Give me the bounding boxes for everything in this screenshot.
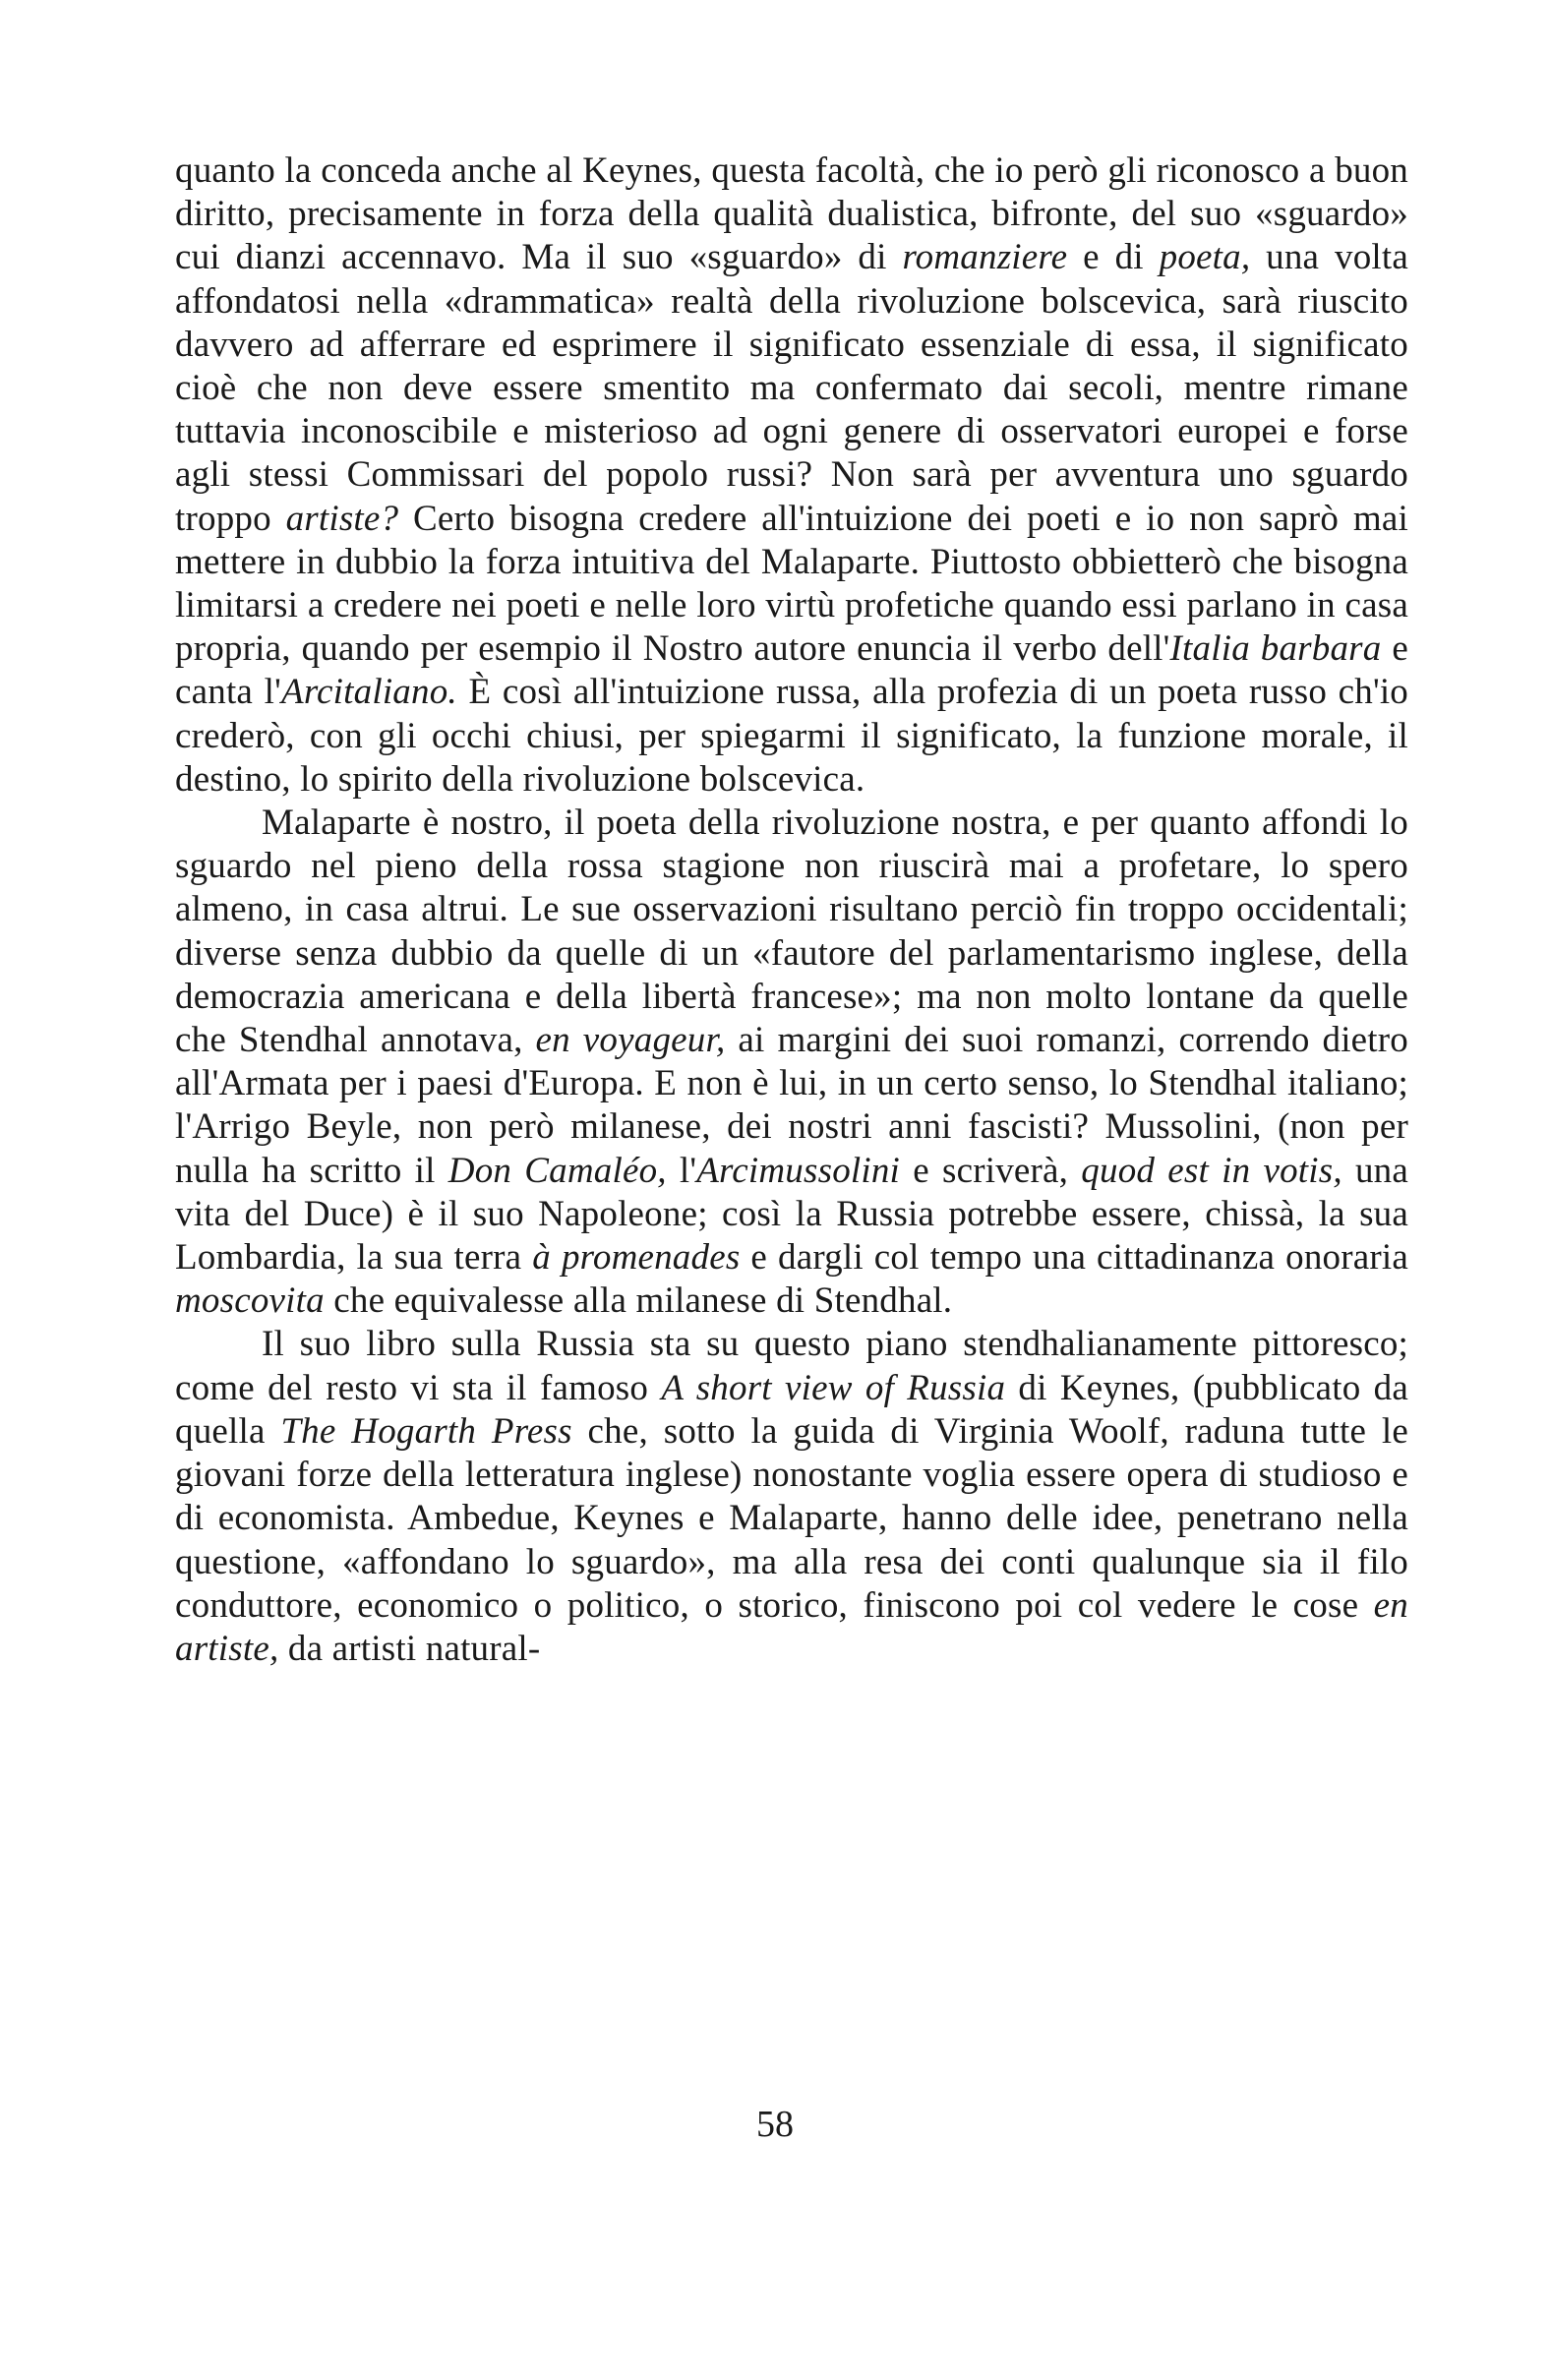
italic-text: moscovita	[175, 1280, 325, 1322]
italic-text: romanziere	[902, 237, 1068, 278]
text-run: Malaparte è nostro, il poeta della rivoluzione nostra, e per quanto affondi lo sguardo nel pieno della rossa stagione non riuscirà mai a profetare, lo spero almeno, in casa altrui. Le sue osservazioni risultano perciò fin troppo occidentali; diverse senza dubbio da quelle di un «fautore del parlamentarismo inglese, della democrazia americana e della libertà francese»; ma non molto lontane da quelle che Stendhal annotava,	[175, 803, 1408, 1061]
italic-text: Italia barbara	[1169, 628, 1382, 670]
italic-text: Arcitaliano.	[281, 672, 457, 713]
text-run: da artisti natural-	[278, 1628, 541, 1669]
text-run: e canta l'	[175, 628, 1408, 713]
italic-text: Arcimussolini	[696, 1150, 901, 1191]
text-run: quanto la conceda anche al Keynes, questa facoltà, che io però gli riconosco a buon diritto, precisamente in forza della qualità dualistica, bifronte, del suo «sguardo» cui dianzi accennavo. Ma il suo «sguardo» di	[175, 150, 1408, 278]
text-run: che equivalesse alla milanese di Stendhal.	[324, 1280, 953, 1322]
text-run: e di	[1067, 237, 1160, 278]
italic-text: artiste?	[285, 498, 399, 539]
paragraph	[175, 1323, 1408, 1671]
text-run: Il suo libro sulla Russia sta su questo piano stendhalianamente pittoresco; come del resto vi sta il famoso	[175, 1324, 1408, 1408]
text-run: e scriverà,	[900, 1150, 1082, 1191]
text-run: Certo bisogna credere all'intuizione dei poeti e io non saprò mai mettere in dubbio la forza intuitiva del Malaparte. Piuttosto obbietterò che bisogna limitarsi a credere nei poeti e nelle loro virtù profetiche quando essi parlano in casa propria, quando per esempio il Nostro autore enuncia il verbo dell'	[175, 498, 1408, 670]
italic-text: Don Camaléo,	[447, 1150, 667, 1191]
italic-text: à promenades	[532, 1237, 741, 1279]
text-run: una vita del Duce) è il suo Napoleone; così la Russia potrebbe essere, chissà, la sua Lombardia, la sua terra	[175, 1150, 1408, 1279]
italic-text: poeta,	[1159, 237, 1251, 278]
body-text	[175, 149, 1408, 1671]
italic-text: en voyageur,	[535, 1020, 726, 1061]
italic-text: en artiste,	[175, 1584, 1408, 1669]
italic-text: quod est in votis,	[1081, 1150, 1342, 1191]
page-number: 58	[756, 2104, 794, 2145]
text-run: ai margini dei suoi romanzi, correndo dietro all'Armata per i paesi d'Europa. E non è lui, in un certo senso, lo Stendhal italiano; l'Arrigo Beyle, non però milanese, dei nostri anni fascisti? Mussolini, (non per nulla ha scritto il	[175, 1020, 1409, 1191]
italic-text: A short view of Russia	[661, 1367, 1006, 1408]
text-run: l'	[666, 1150, 697, 1191]
italic-text: The Hogarth Press	[280, 1410, 572, 1452]
paragraph	[175, 149, 1408, 802]
text-run: di Keynes, (pubblicato da quella	[175, 1367, 1408, 1452]
paragraph	[175, 802, 1408, 1323]
text-run: È così all'intuizione russa, alla profezia di un poeta russo ch'io crederò, con gli occhi chiusi, per spiegarmi il significato, la funzione morale, il destino, lo spirito della rivoluzione bolscevica.	[175, 672, 1409, 800]
text-run: una volta affondatosi nella «drammatica» realtà della rivoluzione bolscevica, sarà riuscito davvero ad afferrare ed esprimere il significato essenziale di essa, il significato cioè che non deve essere smentito ma confermato dai secoli, mentre rimane tuttavia inconoscibile e misterioso ad ogni genere di osservatori europei e forse agli stessi Commissari del popolo russi? Non sarà per avventura uno sguardo troppo	[175, 237, 1409, 539]
text-run: che, sotto la guida di Virginia Woolf, raduna tutte le giovani forze della letteratura inglese) nonostante voglia essere opera di studioso e di economista. Ambedue, Keynes e Malaparte, hanno delle idee, penetrano nella questione, «affondano lo sguardo», ma alla resa dei conti qualunque sia il filo conduttore, economico o politico, o storico, finiscono poi col vedere le cose	[175, 1410, 1408, 1626]
text-run: e dargli col tempo una cittadinanza onoraria	[740, 1237, 1409, 1279]
